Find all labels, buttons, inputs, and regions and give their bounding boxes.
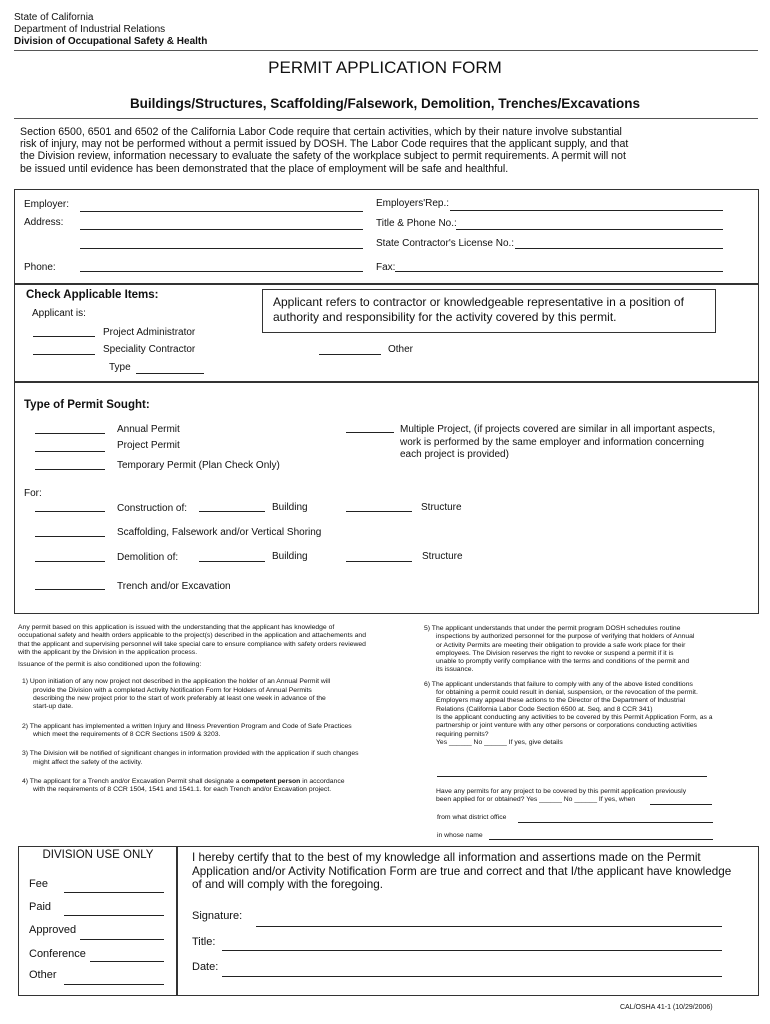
header-rule xyxy=(14,50,758,51)
certification-text xyxy=(192,851,752,892)
employer-field[interactable] xyxy=(80,211,363,212)
agency-state: State of California xyxy=(14,12,94,23)
terms-item-2 xyxy=(22,723,408,740)
terms-text: 4) The applicant for a Trench and/or Excavation Permit shall designate a xyxy=(22,777,240,785)
paid-label: Paid xyxy=(29,901,52,913)
terms-line: start-up date. xyxy=(33,703,74,711)
terms-item-4 xyxy=(22,778,408,795)
terms-line: with the requirements of 8 CCR 1504, 1541 and 1541.1. for each Trench and/or Excavation project. xyxy=(33,786,332,794)
phone-label: Phone: xyxy=(24,262,56,273)
terms-line: that the applicant and supervising personnel will take special care to ensure compliance with safety orders reviewed xyxy=(18,640,366,648)
intro-line: be issued until evidence has been demonstrated that the place of employment will be safe and healthful. xyxy=(20,162,509,175)
scaffolding-check[interactable] xyxy=(35,536,105,537)
terms-line: 6) The applicant understands that failure to comply with any of the above listed conditions xyxy=(424,680,693,688)
demolition-structure-check[interactable] xyxy=(346,561,412,562)
employer-rep-field[interactable] xyxy=(450,210,723,211)
demolition-building-label: Building xyxy=(272,551,308,562)
multiple-project-check[interactable] xyxy=(346,432,394,433)
terms-item-5 xyxy=(424,625,759,675)
terms-line: requiring pernits? xyxy=(436,730,489,738)
signature-label: Signature: xyxy=(192,910,243,922)
project-admin-check[interactable] xyxy=(33,336,95,337)
project-admin-label: Project Administrator xyxy=(103,327,196,338)
agency-department: Department of Industrial Relations xyxy=(14,24,166,35)
subtitle-rule xyxy=(14,118,758,119)
agency-header xyxy=(14,12,207,48)
construction-structure-label: Structure xyxy=(421,502,462,513)
address-field-2[interactable] xyxy=(80,248,363,249)
agency-division: Division of Occupational Safety & Health xyxy=(14,36,208,47)
address-label: Address: xyxy=(24,217,64,228)
form-title: PERMIT APPLICATION FORM xyxy=(268,58,502,77)
paid-field[interactable] xyxy=(64,915,164,916)
other-label: Other xyxy=(29,969,57,981)
intro-paragraph xyxy=(20,126,755,175)
phone-field[interactable] xyxy=(80,271,363,272)
certification-line: I hereby certify that to the best of my knowledge all information and assertions made on the Permit xyxy=(192,851,701,864)
terms-line: inspections by authorized personnel for the purpose of verifying that holders of Annual xyxy=(436,633,695,641)
approved-field[interactable] xyxy=(80,939,164,940)
approved-label: Approved xyxy=(29,924,77,936)
permit-section xyxy=(14,381,759,614)
details-field[interactable] xyxy=(437,776,707,777)
title-field[interactable] xyxy=(222,950,722,951)
multiple-project-line: Multiple Project, (if projects covered are similar in all important aspects, xyxy=(400,424,716,435)
terms-item-6 xyxy=(424,681,759,714)
annual-permit-check[interactable] xyxy=(35,433,105,434)
terms-line: with the applicant by the Division in the application process. xyxy=(18,648,198,656)
applicant-note-box xyxy=(262,289,716,333)
certification-line: Application and/or Activity Notification Form are true and correct and that I/the applicant have knowledge xyxy=(192,864,732,878)
construction-structure-check[interactable] xyxy=(346,511,412,512)
form-subtitle: Buildings/Structures, Scaffolding/Falsework, Demolition, Trenches/Excavations xyxy=(129,96,641,111)
terms-line: Relations (California Labor Code Section 6500 at. Seq. and 8 CCR 341) xyxy=(436,705,653,713)
terms-line: 1) Upon initiation of any now project not described in the application the holder of an Annual Permit will xyxy=(22,678,331,686)
question-joint-venture xyxy=(436,714,759,747)
intro-line: Section 6500, 6501 and 6502 of the California Labor Code require that certain activities, which by their nature involve substantial xyxy=(20,126,622,138)
terms-p2: Issuance of the permit is also conditioned upon the following: xyxy=(18,661,202,669)
license-field[interactable] xyxy=(515,248,723,249)
terms-item-1 xyxy=(22,678,408,711)
whose-name-field[interactable] xyxy=(489,839,713,840)
fax-label: Fax: xyxy=(376,262,396,273)
terms-line: describing the new project prior to the start of work preferably at least one week in advance of the xyxy=(33,695,326,703)
certification-line: of and will comply with the foregoing. xyxy=(192,878,383,891)
applicable-heading: Check Applicable Items: xyxy=(26,289,159,301)
fax-field[interactable] xyxy=(395,271,723,272)
applicant-note-line: authority and responsibility for the activity covered by this permit. xyxy=(273,309,617,324)
demolition-label: Demolition of: xyxy=(117,552,179,563)
form-footer: CAL/OSHA 41-1 (10/29/2006) xyxy=(620,1004,713,1011)
terms-line: Employers may appeal these actions to the Director of the Department of Industrial xyxy=(436,697,685,705)
fee-field[interactable] xyxy=(64,892,164,893)
intro-line: risk of injury, may not be performed without a permit issued by DOSH. The Labor Code requires that the applicant supply, and that xyxy=(20,138,629,151)
other-field[interactable] xyxy=(64,984,164,985)
employer-label: Employer: xyxy=(24,199,70,210)
yes-no-details[interactable]: Yes ______ No ______ If yes, give details xyxy=(436,738,563,746)
construction-building-check[interactable] xyxy=(199,511,265,512)
license-label: State Contractor's License No.: xyxy=(376,238,515,249)
speciality-label: Speciality Contractor xyxy=(103,344,196,355)
applicant-note-line: Applicant refers to contractor or knowledgeable representative in a position of xyxy=(273,295,684,309)
terms-line: 2) The applicant has implemented a written Injury and Illness Prevention Program and Code of Safe Practices xyxy=(22,722,352,730)
terms-right xyxy=(424,625,759,747)
when-field[interactable] xyxy=(650,804,712,805)
terms-text: in accordance xyxy=(302,777,345,785)
permit-heading: Type of Permit Sought: xyxy=(24,399,150,411)
terms-line: or Activity Permits are meeting their obligation to provide a safe work place for their xyxy=(436,641,686,649)
multiple-project-line: each project is provided) xyxy=(400,449,509,460)
temporary-permit-label: Temporary Permit (Plan Check Only) xyxy=(117,460,280,471)
date-label: Date: xyxy=(192,961,219,973)
type-label: Type xyxy=(109,362,131,373)
intro-line: the Division review, information necessary to evaluate the safety of the workplace subject to permit requirements. A permit will not xyxy=(20,150,626,163)
terms-left xyxy=(18,624,408,794)
employer-rep-label: Employers'Rep.: xyxy=(376,198,450,209)
terms-line: Any permit based on this application is issued with the understanding that the applicant has knowledge of xyxy=(18,624,335,631)
terms-line: 5) The applicant understands that under the permit program DOSH schedules routine xyxy=(424,625,681,632)
type-field[interactable] xyxy=(136,373,204,374)
terms-line: occupational safety and health orders applicable to the project(s) described in the application and attachements and xyxy=(18,632,366,640)
conference-label: Conference xyxy=(29,948,86,960)
temporary-permit-check[interactable] xyxy=(35,469,105,470)
construction-label: Construction of: xyxy=(117,503,188,514)
division-use-heading: DIVISION USE ONLY xyxy=(42,849,154,861)
terms-item-3 xyxy=(22,750,408,767)
terms-line: for obtaining a permit could result in denial, suspension, or the revocation of the permit. xyxy=(436,689,698,697)
terms-line: provide the Division with a completed Activity Notification Form for Holders of Annual Permits xyxy=(33,686,312,694)
for-label: For: xyxy=(24,488,42,499)
title-label: Title: xyxy=(192,936,216,948)
fee-label: Fee xyxy=(29,878,48,890)
other-check[interactable] xyxy=(319,354,381,355)
project-permit-check[interactable] xyxy=(35,451,105,452)
conference-field[interactable] xyxy=(90,961,164,962)
applicant-is-label: Applicant is: xyxy=(32,308,86,319)
trench-label: Trench and/or Excavation xyxy=(117,581,231,592)
title-phone-label: Title & Phone No.: xyxy=(376,218,457,229)
construction-building-label: Building xyxy=(272,502,308,513)
signature-field[interactable] xyxy=(256,926,722,927)
whose-name-label: in whose name xyxy=(437,832,483,839)
multiple-project-label xyxy=(400,424,715,462)
demolition-check[interactable] xyxy=(35,561,105,562)
trench-check[interactable] xyxy=(35,589,105,590)
date-field[interactable] xyxy=(222,976,722,977)
terms-line: its issuance. xyxy=(436,666,474,674)
district-field[interactable] xyxy=(518,822,713,823)
demolition-structure-label: Structure xyxy=(422,551,463,562)
question-previous-permits xyxy=(436,788,756,805)
speciality-check[interactable] xyxy=(33,354,95,355)
multiple-project-line: work is performed by the same employer and information concerning xyxy=(400,436,705,448)
terms-line[interactable]: been applied for or obtained? Yes ______ No ______ If yes, when xyxy=(436,796,636,804)
terms-line: might affect the safety of the activity. xyxy=(33,758,143,766)
project-permit-label: Project Permit xyxy=(117,440,180,451)
district-label: from what district office xyxy=(437,814,507,821)
scaffolding-label: Scaffolding, Falsework and/or Vertical Shoring xyxy=(117,527,322,538)
demolition-building-check[interactable] xyxy=(199,561,265,562)
competent-person: competent person xyxy=(241,777,301,785)
address-field-1[interactable] xyxy=(80,229,363,230)
terms-line: Have any permits for any project to be covered by this permit application previously xyxy=(436,788,687,795)
terms-line: partnership or joint venture with any other persons or corporations conducting activities xyxy=(436,722,698,730)
other-label: Other xyxy=(388,344,414,355)
terms-p1 xyxy=(18,624,408,657)
terms-line: unable to promptly verify compliance with the terms and conditions of the permit and xyxy=(436,658,690,666)
terms-line: employees. The Division reserves the right to revoke or suspend a permit if it is xyxy=(436,649,674,657)
terms-line: 3) The Division will be notified of significant changes in information provided with the application if such changes xyxy=(22,750,359,758)
applicant-note xyxy=(273,295,684,324)
terms-line: Is the applicant conducting any activities to be covered by this Permit Application Form, as a xyxy=(436,713,713,721)
terms-line: which meet the requirements of 8 CCR Sections 1509 & 3203. xyxy=(33,730,221,738)
title-phone-field[interactable] xyxy=(456,229,723,230)
construction-check[interactable] xyxy=(35,511,105,512)
annual-permit-label: Annual Permit xyxy=(117,424,180,435)
